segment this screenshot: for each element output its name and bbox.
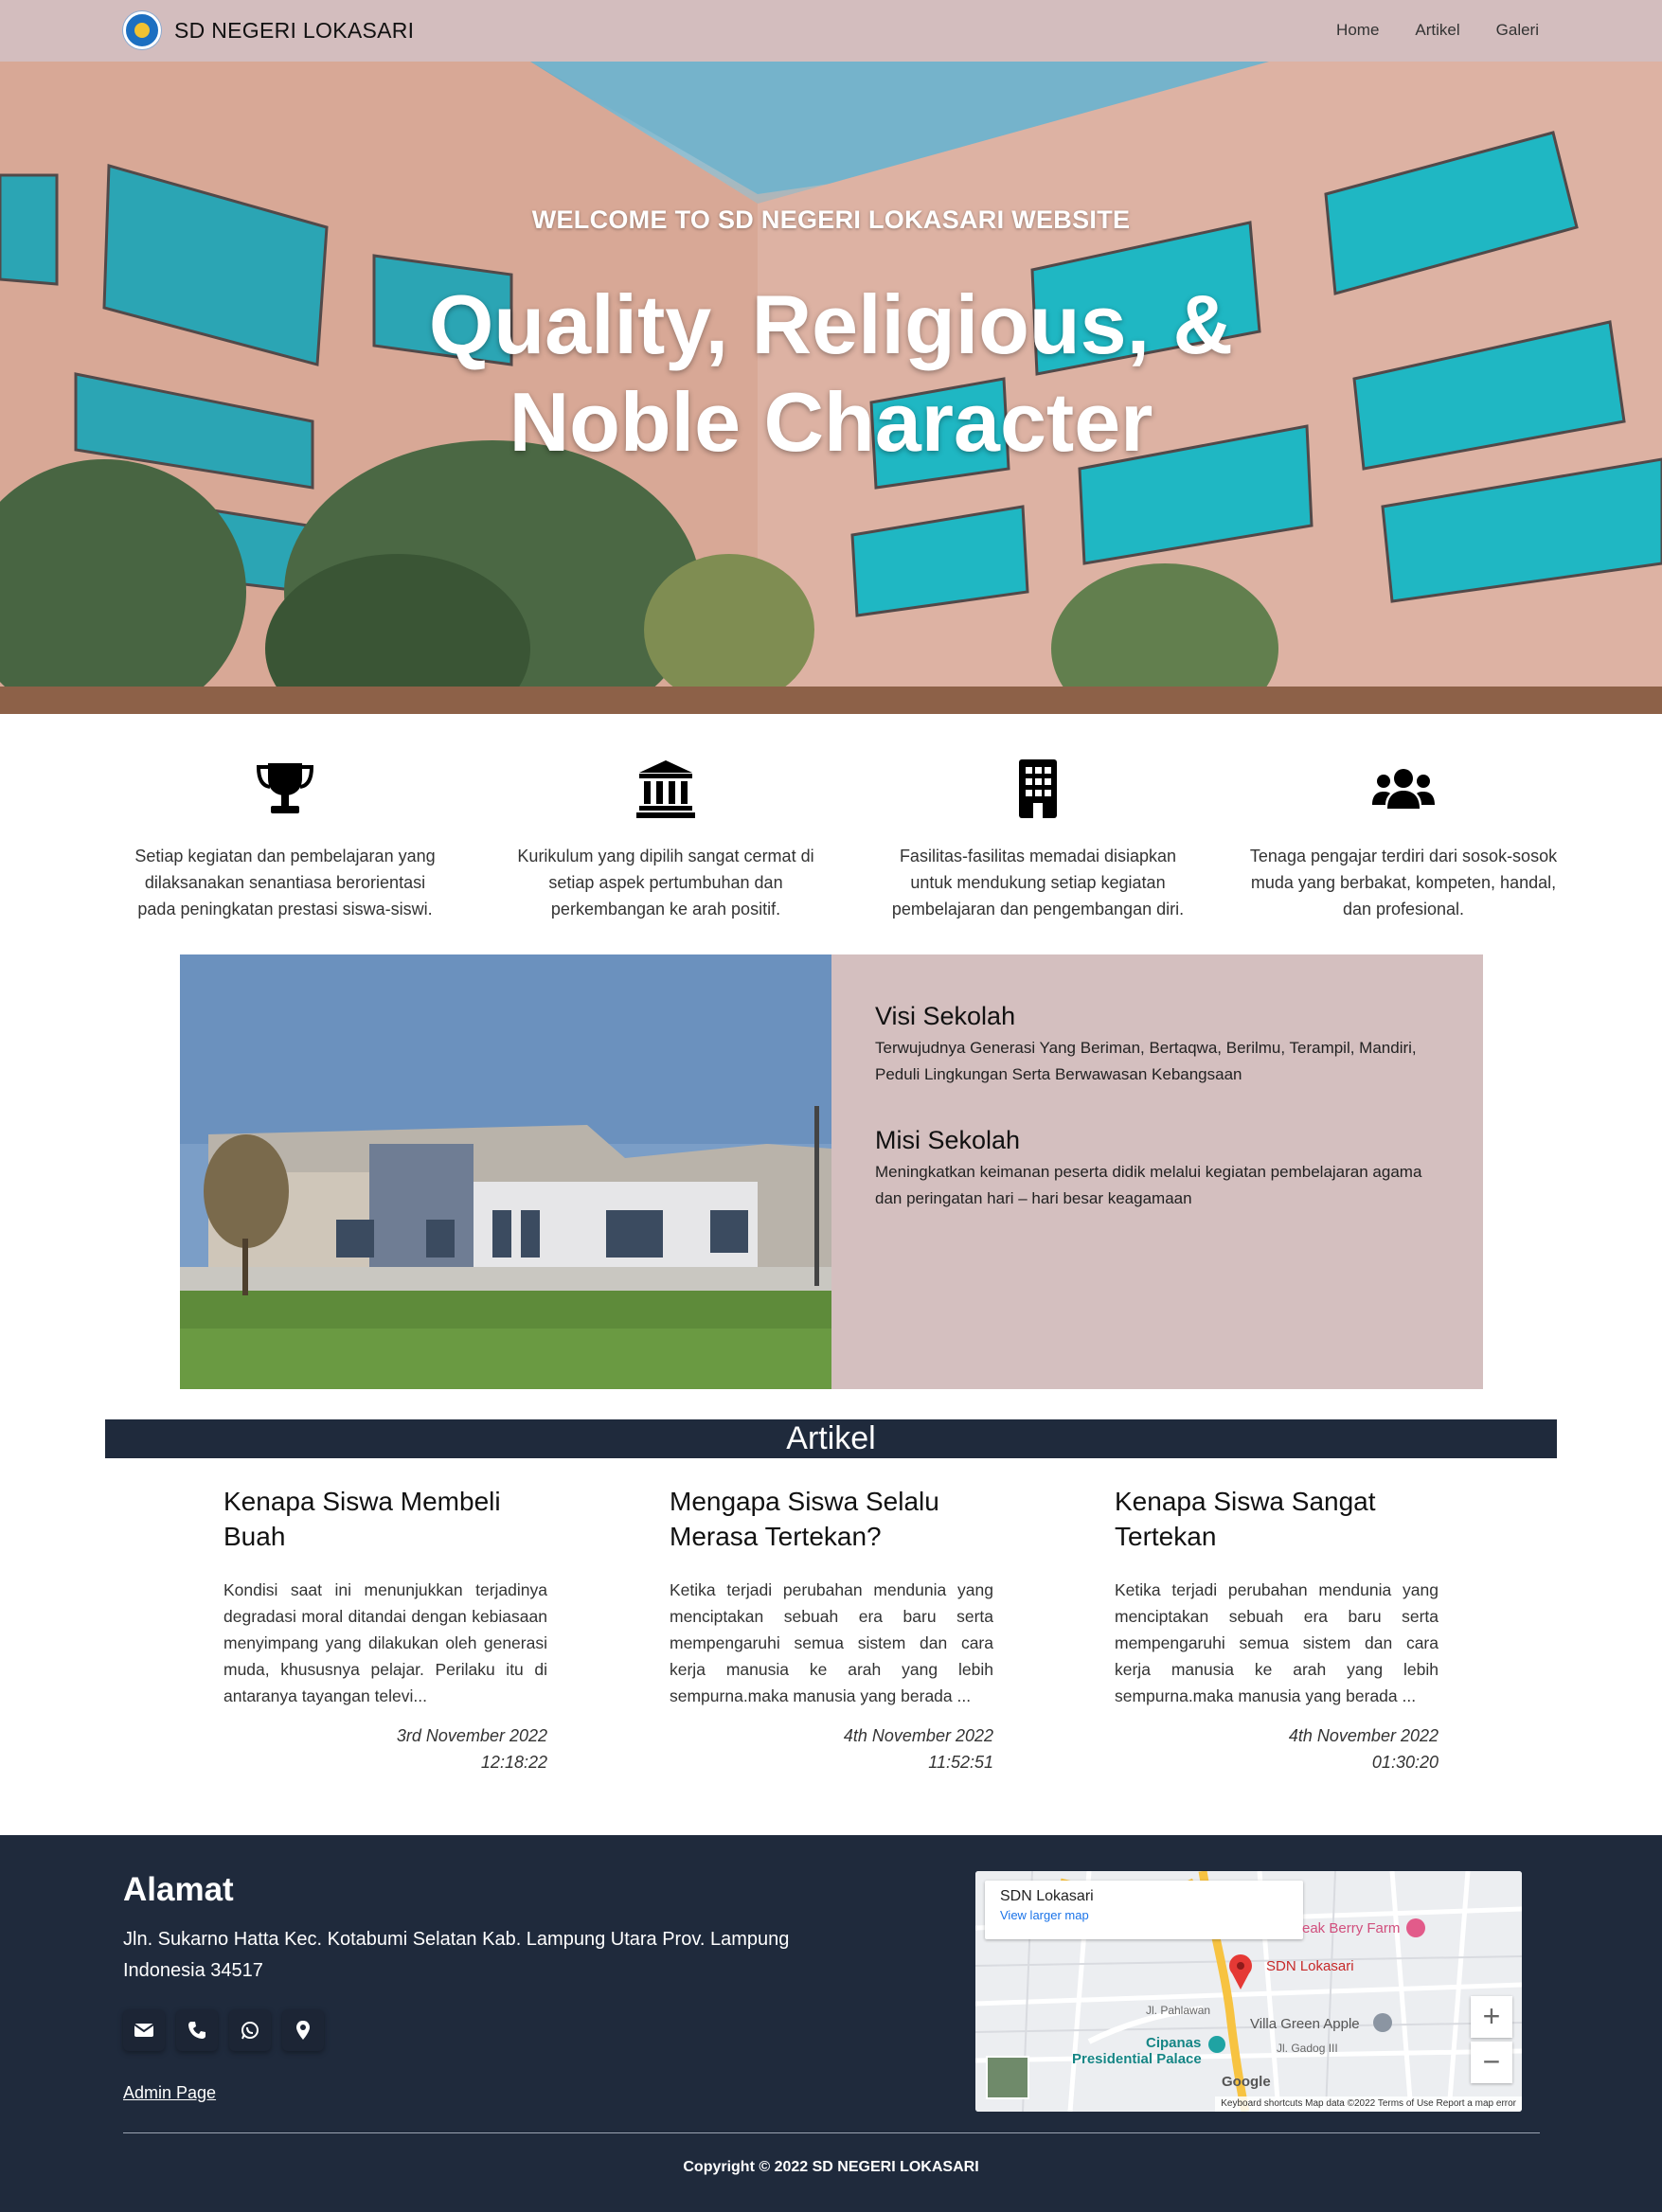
phone-button[interactable] [176, 2009, 218, 2051]
whatsapp-icon [240, 2020, 260, 2041]
visi-text: Terwujudnya Generasi Yang Beriman, Bertaqwa, Berilmu, Terampil, Mandiri, Peduli Lingkungan Serta Berwawasan Kebangsaan [875, 1039, 1417, 1083]
article-date [670, 1722, 993, 1775]
visi-misi-text [831, 954, 1483, 1389]
brand[interactable] [123, 11, 414, 49]
article-excerpt: Ketika terjadi perubahan mendunia yang menciptakan sebuah era baru serta mempengaruhi semua sistem dan cara kerja manusia ke arah yang lebih sempurna.maka manusia yang berada ... [670, 1580, 993, 1705]
article-title[interactable]: Mengapa Siswa Selalu Merasa Tertekan? [670, 1487, 939, 1551]
map-label: Villa Green Apple [1250, 2016, 1360, 2032]
article-card[interactable] [223, 1484, 547, 1775]
map-attribution: Keyboard shortcuts Map data ©2022 Terms of Use Report a map error [1215, 2096, 1522, 2112]
users-icon [1370, 756, 1437, 822]
location-button[interactable] [282, 2009, 324, 2051]
footer-heading: Alamat [123, 1871, 234, 1908]
map-label: Cipanas [1146, 2035, 1202, 2051]
school-building-image [180, 954, 831, 1389]
building-icon [1005, 756, 1071, 822]
visi-misi-section [180, 954, 1483, 1389]
feature-curriculum [505, 756, 827, 922]
article-title[interactable]: Kenapa Siswa Membeli Buah [223, 1487, 501, 1551]
article-excerpt: Kondisi saat ini menunjukkan terjadinya degradasi moral ditandai dengan kebiasaan menyimpang yang dilakukan oleh generasi muda, khususnya pelajar. Perilaku itu di antaranya tayangan televi... [223, 1580, 547, 1705]
copyright: Copyright © 2022 SD NEGERI LOKASARI [683, 2159, 979, 2175]
school-building-photo [180, 954, 831, 1389]
phone-icon [187, 2020, 207, 2041]
embedded-map[interactable] [975, 1871, 1522, 2112]
institution-icon [633, 756, 699, 822]
article-title[interactable]: Kenapa Siswa Sangat Tertekan [1115, 1487, 1376, 1551]
social-links [123, 2009, 324, 2051]
map-label: SDN Lokasari [1266, 1958, 1354, 1974]
email-button[interactable] [123, 2009, 165, 2051]
zoom-in-button[interactable]: + [1471, 1996, 1512, 2038]
article-date [1115, 1722, 1439, 1775]
brand-name: SD NEGERI LOKASARI [174, 17, 415, 43]
feature-text: Kurikulum yang dipilih sangat cermat di setiap aspek pertumbuhan dan perkembangan ke arah positif. [517, 847, 814, 919]
nav-link-galeri[interactable]: Galeri [1495, 21, 1539, 39]
misi-text: Meningkatkan keimanan peserta didik melalui kegiatan pembelajaran agama dan peringatan hari – hari besar keagamaan [875, 1163, 1422, 1207]
view-larger-map-link[interactable]: View larger map [1000, 1908, 1089, 1922]
map-label: Jl. Gadog III [1277, 2042, 1338, 2055]
article-date-day: 3rd November 2022 [396, 1726, 547, 1745]
article-date-day: 4th November 2022 [1288, 1726, 1439, 1745]
footer [0, 1835, 1662, 2212]
school-logo-icon [123, 11, 161, 49]
whatsapp-button[interactable] [229, 2009, 271, 2051]
article-date [223, 1722, 547, 1775]
footer-divider [123, 2132, 1540, 2133]
artikel-heading: Artikel [105, 1419, 1557, 1458]
footer-address: Jln. Sukarno Hatta Kec. Kotabumi Selatan Kab. Lampung Utara Prov. Lampung Indonesia 34517 [123, 1929, 790, 1981]
feature-facilities [877, 756, 1199, 922]
article-date-time: 12:18:22 [480, 1753, 547, 1772]
features-section [0, 714, 1662, 941]
navbar [0, 0, 1662, 62]
map-place-card [985, 1881, 1303, 1939]
map-label: Jl. Pahlawan [1146, 2004, 1211, 2017]
visi-title: Visi Sekolah [875, 1002, 1016, 1030]
nav-link-artikel[interactable]: Artikel [1415, 21, 1460, 39]
article-card[interactable] [1115, 1484, 1439, 1775]
map-label: Presidential Palace [1072, 2051, 1202, 2067]
google-logo: Google [1222, 2074, 1271, 2090]
admin-page-link[interactable]: Admin Page [123, 2083, 217, 2102]
trophy-icon [252, 756, 318, 822]
nav-links [1336, 21, 1539, 40]
feature-text: Setiap kegiatan dan pembelajaran yang dilaksanakan senantiasa berorientasi pada peningkatan prestasi siswa-siswi. [134, 847, 436, 919]
article-date-day: 4th November 2022 [843, 1726, 993, 1745]
map-marker-icon [293, 2020, 313, 2041]
zoom-out-button[interactable]: − [1471, 2042, 1512, 2083]
article-card[interactable] [670, 1484, 993, 1775]
map-place-name: SDN Lokasari [1000, 1888, 1094, 1904]
article-date-time: 01:30:20 [1371, 1753, 1439, 1772]
map-label: eak Berry Farm [1302, 1920, 1401, 1936]
envelope-icon [134, 2020, 154, 2041]
hero-title-line1: Quality, Religious, & [428, 277, 1234, 371]
hero-title-line2: Noble Character [509, 375, 1153, 469]
feature-teachers [1242, 756, 1564, 922]
feature-achievement [124, 756, 446, 922]
hero-section [0, 62, 1662, 714]
feature-text: Fasilitas-fasilitas memadai disiapkan untuk mendukung setiap kegiatan pembelajaran dan pengembangan diri. [891, 847, 1185, 919]
article-date-time: 11:52:51 [928, 1753, 993, 1772]
feature-text: Tenaga pengajar terdiri dari sosok-sosok muda yang berbakat, kompeten, handal, dan profesional. [1249, 847, 1558, 919]
hero-title [0, 276, 1662, 471]
nav-link-home[interactable]: Home [1336, 21, 1380, 39]
hero-subtitle: WELCOME TO SD NEGERI LOKASARI WEBSITE [531, 205, 1131, 234]
misi-title: Misi Sekolah [875, 1126, 1021, 1154]
article-excerpt: Ketika terjadi perubahan mendunia yang menciptakan sebuah era baru serta mempengaruhi semua sistem dan cara kerja manusia ke arah yang lebih sempurna.maka manusia yang berada ... [1115, 1580, 1439, 1705]
